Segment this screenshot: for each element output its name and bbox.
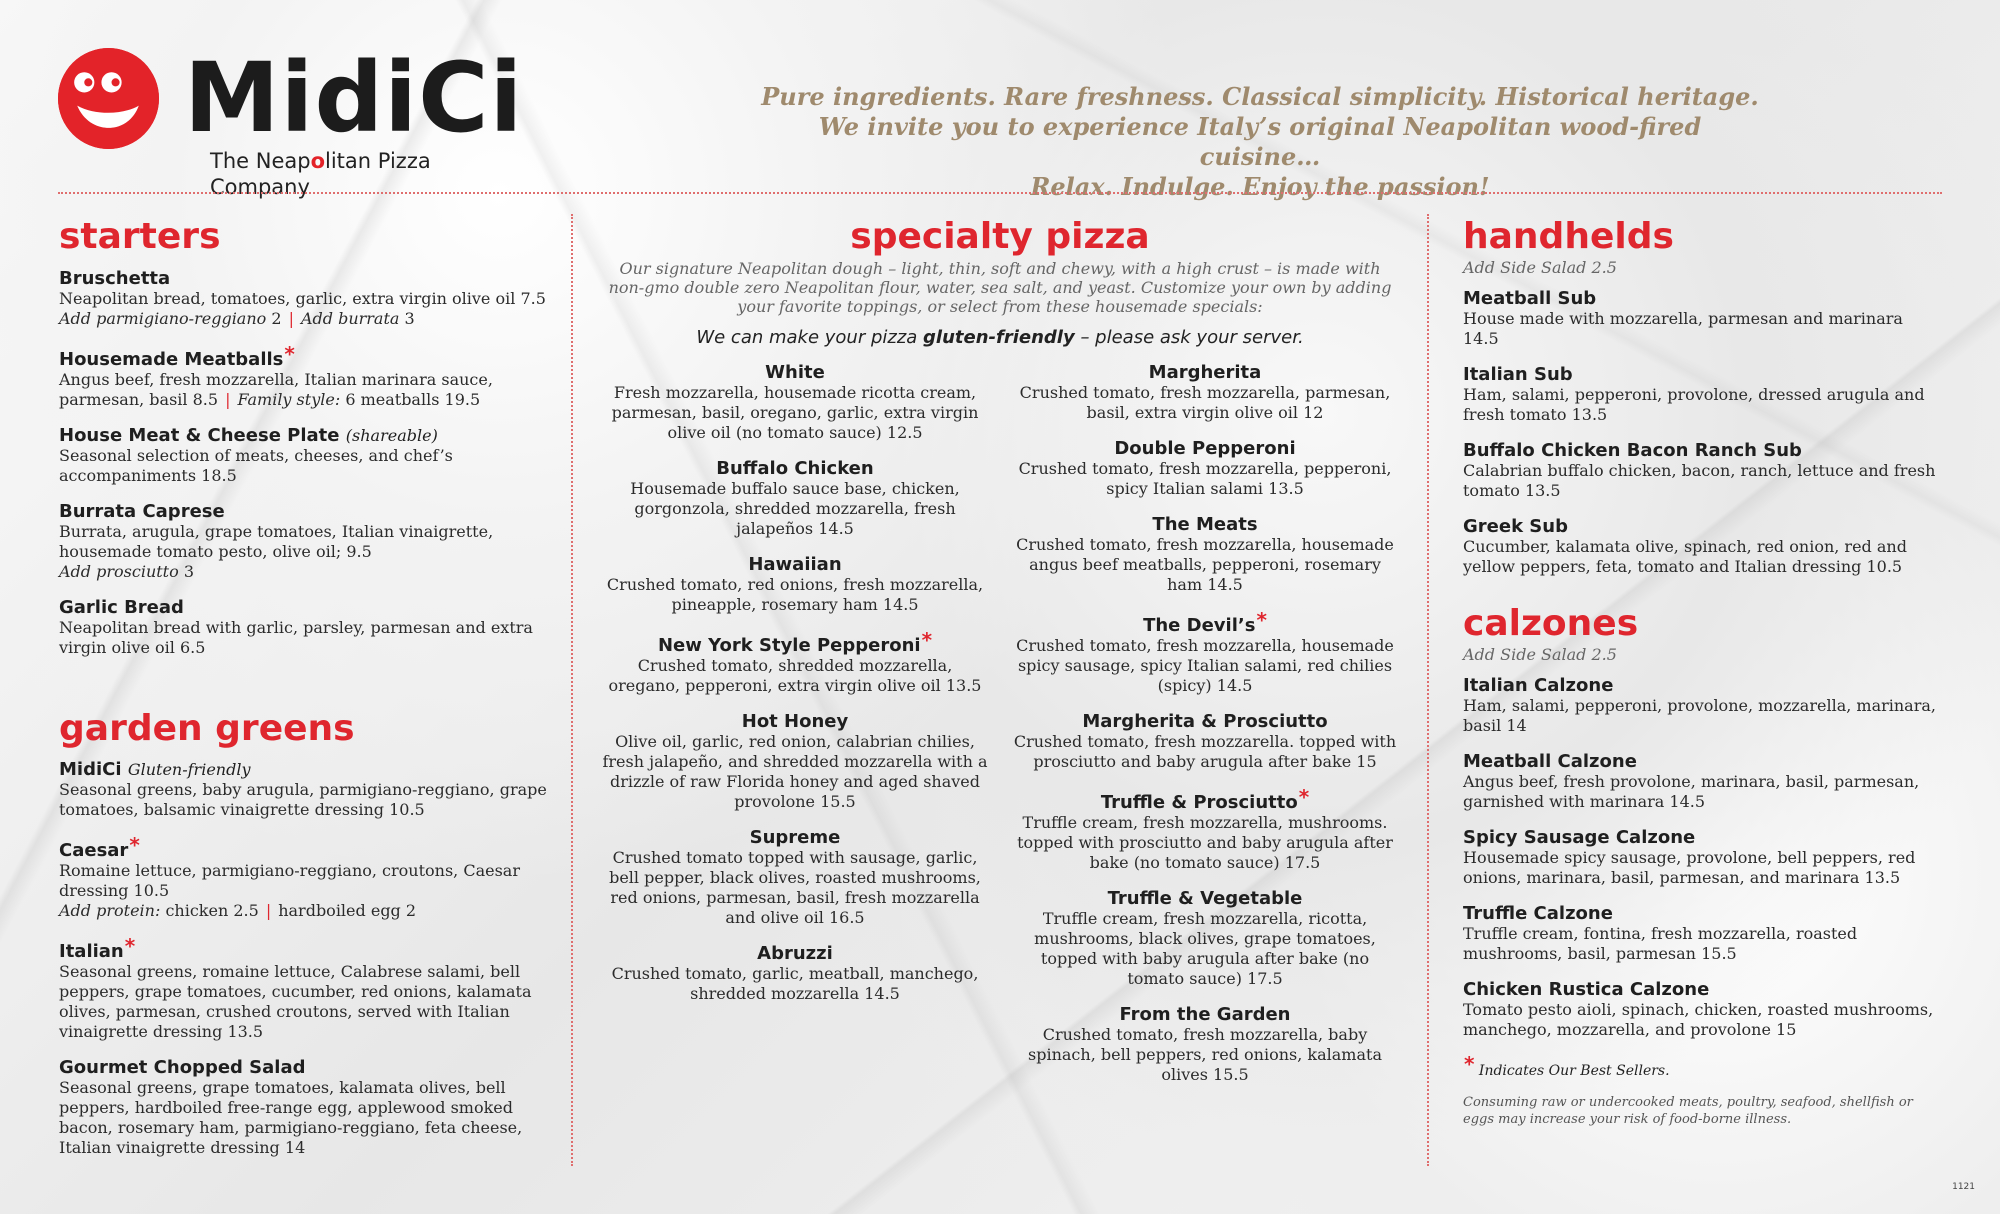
legend-star-icon: *: [1464, 1052, 1475, 1076]
pizza-item: [600, 458, 990, 539]
starters-heading: starters: [59, 216, 221, 257]
item-price: 6.5: [179, 638, 206, 657]
item-addon: [59, 901, 550, 921]
addon-price: 2: [271, 309, 282, 328]
item-description-text: Seasonal greens, baby arugula, parmigiano-reggiano, grape tomatoes, balsamic vinaigrette dressing: [59, 780, 547, 819]
addon-option: hardboiled egg: [278, 901, 401, 920]
pizza-description-text: Olive oil, garlic, red onion, calabrian chilies, fresh jalapeño, and shredded mozzarella with a drizzle of raw Florida honey and aged shaved provolone: [602, 732, 988, 811]
pizza-item: [600, 711, 990, 812]
calzones-heading: calzones: [1463, 603, 1639, 644]
gluten-note-end: – please ask your server.: [1080, 327, 1304, 348]
addon-price: 3: [183, 562, 195, 581]
pizza-price: 14.5: [1216, 676, 1253, 695]
pizza-description: [1010, 1025, 1400, 1085]
pizza-name: Margherita & Prosciutto: [1082, 711, 1328, 732]
item-name-text: Housemade Meatballs: [59, 349, 284, 370]
item-name: Italian Calzone: [1463, 675, 1614, 696]
page-number: 1121: [1952, 1182, 1975, 1192]
pizza-item: [600, 554, 990, 615]
best-seller-star: *: [1298, 785, 1310, 809]
pizza-item: [600, 630, 990, 696]
brand-name: MidiCi: [184, 42, 524, 154]
item-name-text: House Meat & Cheese Plate: [59, 425, 340, 446]
pizza-item: [1010, 888, 1400, 989]
pizza-name: [1010, 610, 1400, 636]
item-name: [59, 425, 550, 446]
legend-text: Indicates Our Best Sellers.: [1478, 1063, 1670, 1079]
pizza-description: [1010, 813, 1400, 873]
item-description: [1463, 385, 1938, 425]
header-divider: [58, 192, 1942, 194]
item-name: Garlic Bread: [59, 597, 184, 618]
menu-item: [59, 1057, 550, 1158]
pizza-price: 13.5: [1268, 479, 1304, 498]
menu-item: [59, 936, 550, 1042]
tagline-end: litan Pizza Company: [210, 149, 431, 199]
item-name: Gourmet Chopped Salad: [59, 1057, 306, 1078]
gluten-friendly-note: [600, 326, 1400, 350]
specialty-pizza-column: [600, 216, 1400, 1100]
item-description-text: Seasonal greens, grape tomatoes, kalamata olives, bell peppers, hardboiled free-range egg, applewood smoked bacon, rosemary ham, parmigiano-reggiano, feta cheese, Italian vinaigrette dressing: [59, 1078, 523, 1157]
pizza-item: [1010, 1004, 1400, 1085]
item-note: (shareable): [345, 426, 438, 445]
item-description: [1463, 1000, 1938, 1040]
item-description-text: Burrata, arugula, grape tomatoes, Italian vinaigrette, housemade tomato pesto, olive oil;: [59, 522, 494, 561]
item-name: Truffle Calzone: [1463, 903, 1613, 924]
item-name-text: MidiCi: [59, 759, 122, 780]
best-seller-star: *: [129, 833, 140, 857]
pizza-name: Double Pepperoni: [1114, 438, 1296, 459]
item-price: 10.5: [1866, 557, 1903, 576]
pizza-price: 15.5: [820, 792, 856, 811]
pizza-item: [600, 943, 990, 1004]
pizza-item: [600, 827, 990, 928]
pizza-name-text: Truffle & Prosciutto: [1100, 792, 1298, 813]
best-seller-star: *: [921, 628, 933, 652]
item-price: 13.5: [1864, 868, 1901, 887]
menu-item: [1463, 903, 1938, 964]
pizza-description-text: Crushed tomato topped with sausage, garlic, bell pepper, black olives, roasted mushrooms, red onions, parmesan, basil, fresh mozzarella and olive oil: [609, 848, 981, 927]
menu-item: [1463, 675, 1938, 736]
item-description-text: Seasonal greens, romaine lettuce, Calabrese salami, bell peppers, grape tomatoes, cucumber, red onions, kalamata olives, parmesan, crushed croutons, served with Italian vinaigrette dressing: [59, 962, 532, 1041]
pizza-price: 14.5: [818, 519, 854, 538]
pizza-price: 17.5: [1247, 969, 1283, 988]
pizza-description: [1010, 732, 1400, 772]
side-salad-label: Add Side Salad: [1463, 645, 1587, 664]
intro-line: We invite you to experience Italy’s original Neapolitan wood-fired cuisine…: [818, 112, 1702, 171]
item-description-text: Housemade spicy sausage, provolone, bell peppers, red onions, marinara, basil, parmesan, and marinara: [1463, 848, 1916, 887]
pizza-description-text: Crushed tomato, shredded mozzarella, oregano, pepperoni, extra virgin olive oil: [608, 656, 953, 695]
pizza-description: [600, 479, 990, 539]
pizza-description: [600, 383, 990, 443]
pizza-item: [1010, 514, 1400, 595]
item-description-text: Tomato pesto aioli, spinach, chicken, roasted mushrooms, manchego, mozzarella, and provolone: [1463, 1000, 1934, 1039]
addon-text: 6 meatballs: [345, 390, 440, 409]
item-name: Buffalo Chicken Bacon Ranch Sub: [1463, 440, 1802, 461]
item-addon: [59, 309, 550, 329]
pizza-description: [1010, 535, 1400, 595]
pizza-item: [1010, 362, 1400, 423]
pizza-price: 15.5: [1213, 1065, 1249, 1084]
pizza-description: [1010, 459, 1400, 499]
pizza-price: 14.5: [864, 984, 900, 1003]
item-description: [59, 618, 550, 658]
item-price: 8.5: [192, 390, 219, 409]
pizza-description-text: Crushed tomato, fresh mozzarella, housemade angus beef meatballs, pepperoni, rosemary ham: [1016, 535, 1394, 594]
pizza-description: [600, 575, 990, 615]
addon-price: 3: [404, 309, 415, 328]
pizza-name: Supreme: [749, 827, 841, 848]
pizza-menu-grid: [600, 362, 1400, 1100]
pizza-description-text: Crushed tomato, garlic, meatball, manchego, shredded mozzarella: [611, 964, 979, 1003]
item-price: 13.5: [1571, 405, 1608, 424]
menu-item: [59, 344, 550, 410]
item-description: [59, 780, 550, 820]
pizza-name: From the Garden: [1119, 1004, 1291, 1025]
item-name-text: Italian: [59, 941, 124, 962]
right-menu-column: [1463, 216, 1938, 1128]
item-description: [59, 289, 550, 309]
addon-price: 19.5: [444, 390, 481, 409]
pizza-price: 15: [1356, 752, 1377, 771]
menu-item: [1463, 979, 1938, 1040]
item-price: 18.5: [201, 466, 237, 485]
best-seller-star: *: [124, 934, 136, 958]
item-description-text: House made with mozzarella, parmesan and marinara: [1463, 309, 1903, 328]
item-description-text: Calabrian buffalo chicken, bacon, ranch, lettuce and fresh tomato: [1463, 461, 1936, 500]
pizza-price: 13.5: [945, 676, 982, 695]
menu-item: [1463, 827, 1938, 888]
pizza-price: 16.5: [828, 908, 865, 927]
menu-item: [59, 425, 550, 486]
pizza-description: [1010, 636, 1400, 696]
pizza-name: The Meats: [1152, 514, 1258, 535]
item-note: Gluten-friendly: [127, 760, 251, 779]
best-seller-star: *: [284, 342, 295, 366]
pizza-description-text: Crushed tomato, fresh mozzarella, pepperoni, spicy Italian salami: [1018, 459, 1392, 498]
item-price: 14: [284, 1138, 306, 1157]
addon-label: Add prosciutto: [59, 562, 179, 581]
pizza-price: 12: [1303, 403, 1324, 422]
pizza-name: [1010, 787, 1400, 813]
right-column-divider: [1427, 214, 1429, 1166]
menu-item: [1463, 440, 1938, 501]
item-name: Italian Sub: [1463, 364, 1573, 385]
item-price: 14: [1506, 716, 1527, 735]
addon-separator: |: [288, 309, 294, 328]
item-price: 10.5: [389, 800, 425, 819]
item-price: 14.5: [1669, 792, 1706, 811]
side-salad-label: Add Side Salad: [1463, 258, 1587, 277]
intro-line: Pure ingredients. Rare freshness. Classical simplicity. Historical heritage.: [761, 82, 1759, 111]
food-safety-disclaimer: Consuming raw or undercooked meats, poultry, seafood, shellfish or eggs may increase your risk of food-borne illness.: [1463, 1095, 1913, 1127]
best-seller-star: *: [1256, 608, 1267, 632]
smiley-logo-icon: [58, 48, 159, 149]
menu-item: [59, 597, 550, 658]
pizza-description-text: Truffle cream, fresh mozzarella, ricotta, mushrooms, black olives, grape tomatoes, topped with baby arugula after bake (no tomato sauce): [1034, 909, 1376, 988]
item-name: [59, 835, 550, 861]
pizza-name: Abruzzi: [757, 943, 833, 964]
item-description-text: Neapolitan bread with garlic, parsley, parmesan and extra virgin olive oil: [59, 618, 533, 657]
item-description: [59, 962, 550, 1042]
addon-separator: |: [225, 390, 231, 409]
best-seller-legend: [1463, 1052, 1938, 1080]
item-description: [1463, 696, 1938, 736]
item-description-text: Truffle cream, fontina, fresh mozzarella, roasted mushrooms, basil, parmesan: [1463, 924, 1858, 963]
item-price: 13.5: [227, 1022, 264, 1041]
item-name: Spicy Sausage Calzone: [1463, 827, 1696, 848]
item-description: [59, 370, 550, 410]
pizza-name: [600, 630, 990, 656]
pizza-name: Buffalo Chicken: [716, 458, 874, 479]
menu-item: [59, 268, 550, 329]
addon-price: 2: [405, 901, 417, 920]
addon-label: Add protein:: [59, 901, 161, 920]
menu-item: [59, 501, 550, 582]
pizza-description-text: Crushed tomato, fresh mozzarella, parmesan, basil, extra virgin olive oil: [1019, 383, 1391, 422]
item-price: 15: [1776, 1020, 1797, 1039]
side-salad-price: 2.5: [1591, 645, 1617, 664]
item-addon: [59, 562, 550, 582]
item-price: 10.5: [133, 881, 170, 900]
item-description-text: Ham, salami, pepperoni, provolone, dressed arugula and fresh tomato: [1463, 385, 1925, 424]
item-name: [59, 936, 550, 962]
item-name: Burrata Caprese: [59, 501, 225, 522]
menu-item: [1463, 751, 1938, 812]
gluten-note-start: We can make your pizza: [696, 327, 918, 348]
pizza-description-text: Crushed tomato, fresh mozzarella, baby spinach, bell peppers, red onions, kalamata olives: [1028, 1025, 1382, 1084]
pizza-name: Truffle & Vegetable: [1107, 888, 1303, 909]
tagline-start: The Neap: [210, 149, 311, 173]
item-name: Meatball Sub: [1463, 288, 1597, 309]
item-price: 13.5: [1524, 481, 1561, 500]
item-name: Meatball Calzone: [1463, 751, 1637, 772]
pizza-description-text: Crushed tomato, fresh mozzarella. topped with prosciutto and baby arugula after bake: [1013, 732, 1397, 771]
side-salad-note: [1463, 258, 1938, 278]
pizza-name-text: The Devil’s: [1143, 615, 1256, 636]
item-description-text: Ham, salami, pepperoni, provolone, mozzarella, marinara, basil: [1463, 696, 1936, 735]
item-description: [1463, 461, 1938, 501]
pizza-name: White: [765, 362, 825, 383]
pizza-description-text: Fresh mozzarella, housemade ricotta cream, parmesan, basil, oregano, garlic, extra virgin olive oil (no tomato sauce): [611, 383, 979, 442]
pizza-description: Our signature Neapolitan dough – light, thin, soft and chewy, with a high crust – is made with non-gmo double zero Neapolitan flour, water, sea salt, and yeast. Customize your own by adding your favorite toppings, or select from these housemade specials:: [608, 259, 1392, 316]
pizza-left-column: [600, 362, 990, 1100]
addon-label: Family style:: [237, 390, 341, 409]
pizza-description: [600, 656, 990, 696]
pizza-price: 14.5: [882, 595, 919, 614]
item-description-text: Angus beef, fresh mozzarella, Italian marinara sauce, parmesan, basil: [59, 370, 493, 409]
pizza-description-text: Housemade buffalo sauce base, chicken, gorgonzola, shredded mozzarella, fresh jalapeños: [630, 479, 960, 538]
item-description-text: Angus beef, fresh provolone, marinara, basil, parmesan, garnished with marinara: [1463, 772, 1920, 811]
specialty-pizza-heading: specialty pizza: [850, 216, 1150, 257]
addon-option: chicken: [165, 901, 229, 920]
item-description-text: Cucumber, kalamata olive, spinach, red onion, red and yellow peppers, feta, tomato and Italian dressing: [1463, 537, 1907, 576]
tagline-mark: o: [310, 149, 325, 173]
garden-greens-heading: garden greens: [59, 708, 355, 749]
pizza-description-text: Crushed tomato, red onions, fresh mozzarella, pineapple, rosemary ham: [606, 575, 984, 614]
item-price: 14.5: [1463, 329, 1499, 348]
menu-item: [1463, 516, 1938, 577]
pizza-description: [1010, 383, 1400, 423]
item-name: Greek Sub: [1463, 516, 1568, 537]
left-column-divider: [571, 214, 573, 1166]
item-price: 9.5: [346, 542, 372, 561]
brand-logo: [58, 42, 528, 199]
left-menu-column: [59, 216, 550, 1173]
pizza-item: [1010, 438, 1400, 499]
smiley-face-icon: [58, 48, 159, 149]
pizza-name-text: New York Style Pepperoni: [657, 635, 921, 656]
pizza-description: [1010, 909, 1400, 989]
pizza-price: 12.5: [886, 423, 923, 442]
addon-label: Add burrata: [300, 309, 400, 328]
item-description: [59, 1078, 550, 1158]
gluten-friendly-emphasis: gluten-friendly: [923, 327, 1075, 348]
item-description: [59, 522, 550, 562]
item-description: [59, 446, 550, 486]
pizza-description: [600, 732, 990, 812]
addon-label: Add parmigiano-reggiano: [59, 309, 267, 328]
pizza-name: Margherita: [1148, 362, 1262, 383]
menu-item: [1463, 364, 1938, 425]
pizza-description-text: Truffle cream, fresh mozzarella, mushrooms. topped with prosciutto and baby arugula after bake (no tomato sauce): [1017, 813, 1393, 872]
item-name: Chicken Rustica Calzone: [1463, 979, 1710, 1000]
addon-price: 2.5: [233, 901, 259, 920]
item-price: 7.5: [520, 289, 546, 308]
item-name: Bruschetta: [59, 268, 171, 289]
item-description: [1463, 924, 1938, 964]
menu-item: [59, 835, 550, 921]
item-description-text: Seasonal selection of meats, cheeses, and chef’s accompaniments: [59, 446, 453, 485]
handhelds-heading: handhelds: [1463, 216, 1674, 257]
pizza-item: [600, 362, 990, 443]
pizza-right-column: [1010, 362, 1400, 1100]
pizza-description: [600, 964, 990, 1004]
item-description: [1463, 772, 1938, 812]
pizza-item: [1010, 610, 1400, 696]
pizza-description-text: Crushed tomato, fresh mozzarella, housemade spicy sausage, spicy Italian salami, red chilies (spicy): [1016, 636, 1394, 695]
side-salad-price: 2.5: [1591, 258, 1617, 277]
pizza-name: Hawaiian: [748, 554, 842, 575]
item-name: [59, 759, 550, 780]
restaurant-intro: [760, 82, 1760, 202]
intro-line: Relax. Indulge. Enjoy the passion!: [1030, 172, 1490, 201]
menu-item: [59, 759, 550, 820]
pizza-name: Hot Honey: [741, 711, 849, 732]
side-salad-note: [1463, 645, 1938, 665]
item-name-text: Caesar: [59, 840, 129, 861]
item-description: [1463, 848, 1938, 888]
item-price: 15.5: [1701, 944, 1737, 963]
addon-separator: |: [265, 901, 272, 920]
item-description-text: Romaine lettuce, parmigiano-reggiano, croutons, Caesar dressing: [59, 861, 520, 900]
item-description: [1463, 537, 1938, 577]
item-description: [59, 861, 550, 901]
pizza-price: 17.5: [1284, 853, 1321, 872]
pizza-item: [1010, 787, 1400, 873]
item-description: [1463, 309, 1938, 349]
item-description-text: Neapolitan bread, tomatoes, garlic, extra virgin olive oil: [59, 289, 516, 308]
menu-item: [1463, 288, 1938, 349]
pizza-price: 14.5: [1207, 575, 1243, 594]
item-name: [59, 344, 550, 370]
pizza-item: [1010, 711, 1400, 772]
pizza-description: [600, 848, 990, 928]
